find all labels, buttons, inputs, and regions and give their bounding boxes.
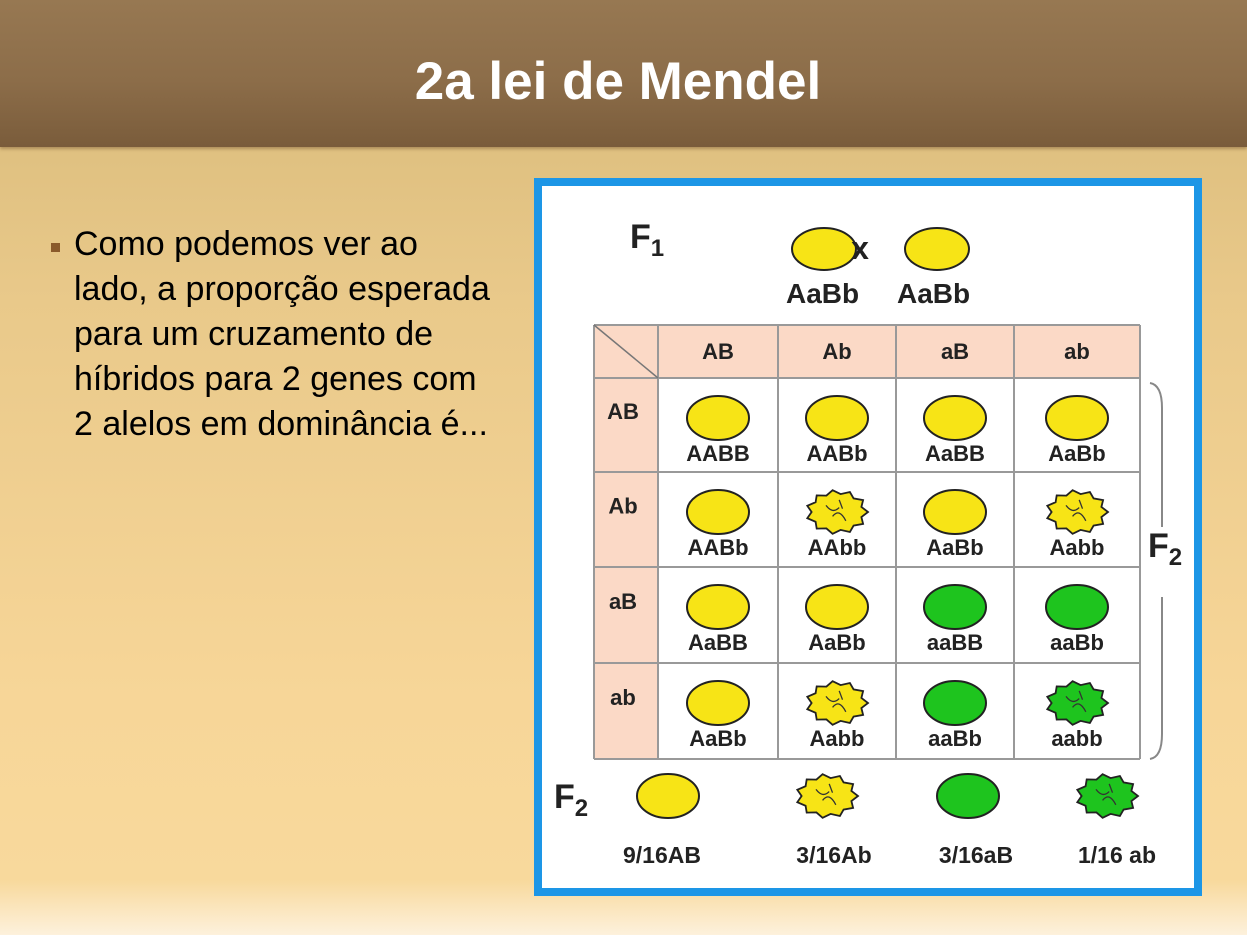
f2-brace [1150, 383, 1162, 759]
gamete-header-col: ab [1064, 339, 1090, 364]
summary-ratio: 3/16Ab [796, 842, 872, 868]
cross-symbol: x [851, 230, 869, 266]
punnett-seed [687, 396, 749, 440]
punnett-genotype: aaBb [1050, 630, 1104, 655]
parent-genotype: AaBb [786, 278, 860, 309]
punnett-genotype: aaBB [926, 630, 984, 655]
summary-ratio: 1/16 ab [1078, 842, 1156, 868]
punnett-seed [1047, 490, 1108, 534]
punnett-seed [924, 490, 986, 534]
gamete-header-col: aB [940, 339, 970, 364]
punnett-seed [924, 585, 986, 629]
summary-seed [797, 774, 858, 818]
punnett-seed [807, 490, 868, 534]
bullet-text: Como podemos ver ao lado, a proporção esperada para um cruzamento de híbridos para 2 genes com 2 alelos em dominância é... [74, 225, 490, 443]
gamete-header-row: Ab [608, 493, 638, 519]
parent-genotype: AaBb [897, 278, 971, 309]
punnett-seed [1046, 585, 1108, 629]
gamete-header-row: aB [608, 589, 638, 614]
punnett-seed [1046, 396, 1108, 440]
punnett-genotype: AABb [806, 441, 868, 466]
punnett-genotype: Aabb [1049, 535, 1105, 560]
gamete-header-row: ab [610, 685, 636, 710]
gamete-header-col: AB [702, 339, 734, 364]
punnett-genotype: AaBb [1048, 441, 1106, 466]
punnett-seed [687, 490, 749, 534]
punnett-seed [806, 585, 868, 629]
punnett-genotype: AaBB [688, 630, 748, 655]
gamete-header-col: Ab [822, 339, 852, 364]
punnett-seed [806, 396, 868, 440]
punnett-genotype: AABb [687, 535, 749, 560]
f1-label: $F_1$ [630, 218, 665, 262]
punnett-seed [924, 396, 986, 440]
punnett-square-figure [534, 178, 1202, 896]
summary-ratio: 3/16aB [938, 842, 1014, 868]
punnett-genotype: AAbb [807, 535, 867, 560]
punnett-genotype: Aabb [809, 726, 865, 751]
punnett-genotype: AaBb [926, 535, 984, 560]
summary-seed [1077, 774, 1138, 818]
punnett-genotype: AABB [686, 441, 750, 466]
summary-seed [637, 774, 699, 818]
punnett-genotype: aabb [1051, 726, 1103, 751]
summary-seed [937, 774, 999, 818]
parent-seed [905, 228, 969, 270]
punnett-genotype: AaBb [808, 630, 866, 655]
slide-title: 2a lei de Mendel [414, 52, 822, 111]
punnett-seed [687, 681, 749, 725]
punnett-seed [687, 585, 749, 629]
bullet-marker [51, 243, 60, 252]
summary-ratio: 9/16AB [623, 842, 701, 868]
punnett-seed [1047, 681, 1108, 725]
parent-seed [792, 228, 856, 270]
f2-label-right: $F_2$ [1148, 527, 1183, 571]
f2-label-bottom: $F_2$ [554, 778, 589, 822]
punnett-genotype: AaBB [925, 441, 985, 466]
punnett-seed [807, 681, 868, 725]
punnett-genotype: AaBb [689, 726, 747, 751]
gamete-header-row: AB [607, 399, 639, 424]
punnett-seed [924, 681, 986, 725]
header-row-bg [594, 325, 1140, 378]
punnett-diagram [542, 186, 1194, 888]
punnett-genotype: aaBb [928, 726, 982, 751]
title-bar [0, 0, 1247, 147]
